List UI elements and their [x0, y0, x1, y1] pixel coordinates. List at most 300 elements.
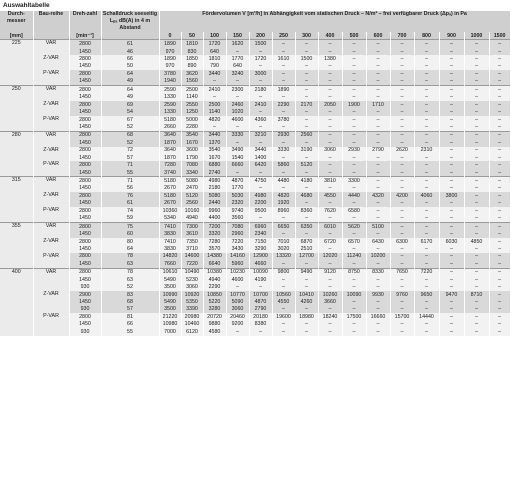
volume-cell: – [249, 123, 272, 131]
volume-cell: 2440 [203, 200, 226, 207]
volume-cell: 5030 [226, 192, 249, 199]
volume-cell: 10850 [203, 291, 226, 298]
volume-cell: – [464, 78, 489, 86]
volume-cell: 10980 [159, 321, 181, 328]
volume-cell: 1670 [203, 154, 226, 161]
diameter-cell: 315 [0, 177, 33, 185]
volume-cell: 17500 [342, 313, 366, 320]
diameter-cell [0, 283, 33, 290]
volume-cell: – [464, 253, 489, 260]
table-row [0, 108, 510, 115]
volume-cell: – [439, 306, 464, 313]
pressure-header: 250 [272, 32, 295, 40]
volume-cell: – [366, 86, 390, 94]
volume-cell: – [318, 276, 342, 283]
volume-cell: – [390, 276, 414, 283]
volume-cell: – [366, 116, 390, 123]
volume-cell: – [295, 40, 318, 48]
pressure-header: 1500 [489, 32, 510, 40]
speed-cell: 2800 [69, 131, 101, 139]
speed-cell: 930 [69, 328, 101, 335]
diameter-cell [0, 200, 33, 207]
volume-cell: – [272, 260, 295, 268]
volume-cell: 2670 [159, 185, 181, 192]
header-drehzahl-unit: [min⁻¹] [69, 32, 101, 40]
volume-cell: 5960 [226, 260, 249, 268]
volume-cell: 4980 [249, 192, 272, 199]
volume-cell: 4870 [226, 177, 249, 185]
volume-cell: 12900 [249, 253, 272, 260]
volume-cell: – [464, 268, 489, 276]
volume-cell: – [489, 298, 510, 305]
pressure-header: 700 [390, 32, 414, 40]
volume-cell: 1920 [272, 200, 295, 207]
volume-cell: 7620 [318, 207, 342, 214]
volume-cell: 2180 [203, 185, 226, 192]
table-row [0, 101, 510, 108]
diameter-cell [0, 123, 33, 131]
volume-cell: 1330 [159, 108, 181, 115]
volume-cell: 1720 [249, 55, 272, 62]
volume-cell: – [249, 139, 272, 146]
diameter-cell [0, 328, 33, 335]
sound-level-cell: 68 [101, 131, 159, 139]
table-row [0, 283, 510, 290]
table-row [0, 306, 510, 313]
volume-cell: 3740 [159, 169, 181, 177]
volume-cell: – [390, 63, 414, 70]
volume-cell: – [390, 328, 414, 335]
volume-cell: – [439, 86, 464, 94]
volume-cell: – [489, 40, 510, 48]
table-row [0, 131, 510, 139]
volume-cell: – [390, 131, 414, 139]
volume-cell: – [439, 139, 464, 146]
volume-cell: 3440 [203, 70, 226, 77]
volume-cell: – [390, 86, 414, 94]
sound-level-cell: 59 [101, 215, 159, 223]
volume-cell: – [489, 306, 510, 313]
volume-cell: 2500 [203, 101, 226, 108]
volume-cell: 2620 [390, 147, 414, 154]
series-cell: VAR [33, 131, 69, 139]
volume-cell: – [318, 48, 342, 55]
diameter-cell [0, 116, 33, 123]
volume-cell: – [249, 78, 272, 86]
volume-cell: 4750 [249, 177, 272, 185]
volume-cell: – [390, 123, 414, 131]
series-cell [33, 200, 69, 207]
volume-cell: – [203, 123, 226, 131]
volume-cell: 4060 [414, 192, 439, 199]
volume-cell: – [295, 215, 318, 223]
volume-cell: – [489, 200, 510, 207]
volume-cell: 1770 [226, 55, 249, 62]
table-row [0, 192, 510, 199]
series-cell: P-VAR [33, 313, 69, 320]
volume-cell: – [414, 161, 439, 168]
volume-cell: – [464, 283, 489, 290]
volume-cell: – [439, 108, 464, 115]
volume-cell: 21220 [159, 313, 181, 320]
table-row [0, 123, 510, 131]
diameter-cell [0, 154, 33, 161]
volume-cell: – [318, 78, 342, 86]
volume-cell: 9930 [366, 291, 390, 298]
volume-cell: 3190 [295, 147, 318, 154]
sound-level-cell: 71 [101, 177, 159, 185]
volume-cell: – [439, 78, 464, 86]
series-cell: Z-VAR [33, 55, 69, 62]
volume-cell: 2560 [181, 200, 203, 207]
volume-cell: 2500 [181, 86, 203, 94]
volume-cell: 9960 [203, 207, 226, 214]
volume-cell: – [390, 169, 414, 177]
table-row [0, 70, 510, 77]
volume-cell: – [439, 283, 464, 290]
volume-cell: – [342, 260, 366, 268]
sound-level-cell: 81 [101, 313, 159, 320]
volume-cell: – [390, 230, 414, 237]
sound-level-cell: 55 [101, 328, 159, 335]
diameter-cell [0, 313, 33, 320]
speed-cell: 2800 [69, 55, 101, 62]
volume-cell: – [366, 177, 390, 185]
sound-level-cell: 61 [101, 200, 159, 207]
volume-cell: 4320 [366, 192, 390, 199]
volume-cell: – [464, 116, 489, 123]
volume-cell: – [342, 298, 366, 305]
volume-cell: 4850 [464, 238, 489, 245]
volume-cell: 970 [159, 48, 181, 55]
series-cell: Z-VAR [33, 101, 69, 108]
volume-cell: 2930 [342, 147, 366, 154]
volume-cell: – [489, 253, 510, 260]
pressure-header: 400 [318, 32, 342, 40]
volume-cell: 2410 [203, 86, 226, 94]
diameter-cell [0, 147, 33, 154]
volume-cell: – [366, 40, 390, 48]
volume-cell: – [295, 154, 318, 161]
sound-level-cell: 66 [101, 321, 159, 328]
volume-cell: – [226, 139, 249, 146]
table-row [0, 253, 510, 260]
speed-cell: 930 [69, 283, 101, 290]
volume-cell: – [414, 40, 439, 48]
volume-cell: – [366, 230, 390, 237]
volume-cell: – [489, 321, 510, 328]
volume-cell: 2930 [272, 131, 295, 139]
volume-cell: – [318, 40, 342, 48]
diameter-cell: 225 [0, 40, 33, 48]
series-cell [33, 328, 69, 335]
diameter-cell [0, 230, 33, 237]
volume-cell: 9470 [439, 291, 464, 298]
volume-cell: 1140 [203, 108, 226, 115]
volume-cell: – [464, 169, 489, 177]
volume-cell: – [390, 94, 414, 101]
volume-cell: 1020 [226, 108, 249, 115]
volume-cell: – [439, 70, 464, 77]
table-row [0, 161, 510, 168]
volume-cell: – [366, 139, 390, 146]
volume-cell: – [439, 101, 464, 108]
volume-cell: 7220 [414, 268, 439, 276]
volume-cell: 3830 [159, 230, 181, 237]
series-cell [33, 185, 69, 192]
volume-cell: – [295, 328, 318, 335]
volume-cell: 3060 [226, 306, 249, 313]
sound-level-cell: 50 [101, 63, 159, 70]
series-cell [33, 215, 69, 223]
volume-cell: – [414, 55, 439, 62]
volume-cell: – [295, 283, 318, 290]
volume-cell: – [414, 169, 439, 177]
diameter-cell [0, 215, 33, 223]
volume-cell: – [249, 94, 272, 101]
speed-cell: 2800 [69, 313, 101, 320]
volume-cell: 4440 [342, 192, 366, 199]
volume-cell: – [318, 328, 342, 335]
volume-cell: 3640 [159, 131, 181, 139]
volume-cell: – [489, 291, 510, 298]
volume-cell: 5620 [342, 222, 366, 230]
volume-cell: – [439, 298, 464, 305]
volume-cell: – [318, 260, 342, 268]
volume-cell: 6720 [318, 238, 342, 245]
diameter-cell [0, 94, 33, 101]
volume-cell: – [366, 48, 390, 55]
volume-cell: – [464, 86, 489, 94]
volume-cell: – [464, 245, 489, 252]
volume-cell: – [464, 70, 489, 77]
sound-level-cell: 52 [101, 139, 159, 146]
header-blank [33, 32, 69, 40]
volume-cell: 1370 [203, 139, 226, 146]
volume-cell: 1610 [272, 55, 295, 62]
volume-cell: – [366, 321, 390, 328]
volume-cell: – [464, 94, 489, 101]
volume-cell: 4480 [272, 177, 295, 185]
volume-cell: – [489, 94, 510, 101]
series-cell: VAR [33, 268, 69, 276]
volume-cell: – [489, 177, 510, 185]
volume-cell: 9800 [272, 268, 295, 276]
table-row [0, 200, 510, 207]
speed-cell: 2800 [69, 101, 101, 108]
volume-cell: 10410 [295, 291, 318, 298]
volume-cell: – [342, 40, 366, 48]
volume-cell: – [342, 86, 366, 94]
volume-cell: 4870 [249, 298, 272, 305]
volume-cell: – [318, 108, 342, 115]
volume-cell: 8330 [366, 268, 390, 276]
series-cell [33, 260, 69, 268]
volume-cell: 10360 [159, 207, 181, 214]
volume-cell: 4940 [181, 215, 203, 223]
pressure-header: 200 [249, 32, 272, 40]
series-cell: Z-VAR [33, 192, 69, 199]
volume-cell: – [414, 200, 439, 207]
volume-cell: – [464, 40, 489, 48]
volume-cell: 8710 [464, 291, 489, 298]
volume-cell: – [464, 321, 489, 328]
volume-cell: – [414, 207, 439, 214]
sound-level-cell: 78 [101, 268, 159, 276]
volume-cell: – [439, 169, 464, 177]
volume-cell: 6960 [249, 222, 272, 230]
volume-cell: – [390, 260, 414, 268]
volume-cell: 3000 [249, 70, 272, 77]
volume-cell: – [366, 154, 390, 161]
diameter-cell [0, 101, 33, 108]
volume-cell: – [295, 116, 318, 123]
volume-cell: – [366, 94, 390, 101]
series-cell [33, 123, 69, 131]
volume-cell: 2790 [249, 306, 272, 313]
volume-cell: 2170 [295, 101, 318, 108]
volume-cell: – [366, 200, 390, 207]
volume-cell: – [295, 94, 318, 101]
volume-cell: – [249, 48, 272, 55]
volume-cell: – [203, 94, 226, 101]
series-cell: Z-VAR [33, 147, 69, 154]
header-schalldruck: Schalldruck seeseitig Lₚₐ dB(A) in 4 m Abstand [102, 11, 158, 31]
volume-cell: 7220 [181, 260, 203, 268]
volume-cell: 10230 [226, 268, 249, 276]
speed-cell: 1450 [69, 78, 101, 86]
sound-level-cell: 63 [101, 276, 159, 283]
speed-cell: 2800 [69, 268, 101, 276]
series-cell: P-VAR [33, 207, 69, 214]
volume-cell: 4680 [295, 192, 318, 199]
volume-cell: – [272, 123, 295, 131]
volume-cell: 13320 [272, 253, 295, 260]
volume-cell: 20180 [249, 313, 272, 320]
volume-cell: – [439, 147, 464, 154]
volume-cell: – [464, 161, 489, 168]
series-cell [33, 245, 69, 252]
volume-cell: – [464, 63, 489, 70]
sound-level-cell: 64 [101, 86, 159, 94]
volume-cell: 4600 [226, 276, 249, 283]
volume-cell: – [414, 321, 439, 328]
diameter-cell [0, 78, 33, 86]
volume-cell: – [366, 306, 390, 313]
volume-cell: 2290 [272, 101, 295, 108]
volume-cell: – [489, 48, 510, 55]
volume-cell: 3660 [318, 298, 342, 305]
volume-cell: 1330 [159, 94, 181, 101]
volume-cell: – [249, 185, 272, 192]
series-cell: Z-VAR [33, 238, 69, 245]
volume-cell: – [318, 154, 342, 161]
volume-cell: – [390, 40, 414, 48]
volume-cell: – [439, 55, 464, 62]
volume-cell: 1380 [318, 55, 342, 62]
volume-cell: 4190 [249, 276, 272, 283]
volume-cell: – [318, 139, 342, 146]
volume-cell: – [318, 283, 342, 290]
volume-cell: – [249, 283, 272, 290]
volume-cell: 8960 [272, 207, 295, 214]
volume-cell: – [342, 276, 366, 283]
header-blank [101, 32, 159, 40]
speed-cell: 2800 [69, 70, 101, 77]
series-cell [33, 94, 69, 101]
volume-cell: 1710 [366, 101, 390, 108]
volume-cell: – [414, 298, 439, 305]
speed-cell: 2800 [69, 40, 101, 48]
volume-cell: – [342, 123, 366, 131]
volume-cell: – [272, 328, 295, 335]
volume-cell: – [226, 94, 249, 101]
volume-cell: – [249, 63, 272, 70]
volume-cell: 2590 [159, 86, 181, 94]
volume-cell: – [249, 215, 272, 223]
volume-cell: 2180 [249, 86, 272, 94]
volume-cell: 10770 [226, 291, 249, 298]
volume-cell: 3300 [342, 177, 366, 185]
volume-cell: 10380 [203, 268, 226, 276]
volume-cell: – [366, 169, 390, 177]
volume-cell: – [272, 306, 295, 313]
volume-cell: 640 [203, 48, 226, 55]
diameter-cell [0, 298, 33, 305]
sound-level-cell: 69 [101, 101, 159, 108]
volume-cell: – [390, 207, 414, 214]
volume-cell: – [318, 131, 342, 139]
volume-cell: – [342, 230, 366, 237]
diameter-cell: 355 [0, 222, 33, 230]
volume-cell: 4550 [318, 192, 342, 199]
volume-cell: – [439, 48, 464, 55]
speed-cell: 1450 [69, 139, 101, 146]
volume-cell: – [489, 313, 510, 320]
volume-cell: – [390, 78, 414, 86]
volume-cell: – [464, 108, 489, 115]
series-cell [33, 276, 69, 283]
diameter-cell [0, 70, 33, 77]
volume-cell: 1540 [226, 154, 249, 161]
table-row [0, 185, 510, 192]
volume-cell: – [390, 185, 414, 192]
volume-cell: – [390, 55, 414, 62]
volume-cell: – [464, 139, 489, 146]
volume-cell: 1890 [159, 55, 181, 62]
volume-cell: 3440 [203, 131, 226, 139]
volume-cell: – [272, 321, 295, 328]
volume-cell: – [439, 161, 464, 168]
speed-cell: 1450 [69, 298, 101, 305]
speed-cell: 1450 [69, 169, 101, 177]
volume-cell: – [342, 63, 366, 70]
volume-cell: 7410 [159, 222, 181, 230]
volume-cell: 2200 [249, 200, 272, 207]
volume-cell: 5080 [181, 177, 203, 185]
volume-cell: – [414, 139, 439, 146]
volume-cell: – [464, 276, 489, 283]
volume-cell: 3810 [318, 177, 342, 185]
header-foerdervolumen: Fördervolumen V [m³/h] in Abhängigkeit vom statischen Druck – N/m² – frei verfügbarer Druck (Δpₛ) in Pa [159, 11, 510, 32]
volume-cell: 5490 [159, 298, 181, 305]
volume-cell: – [318, 321, 342, 328]
volume-cell: 7010 [272, 238, 295, 245]
volume-cell: – [439, 215, 464, 223]
volume-cell: 1560 [181, 78, 203, 86]
sound-level-cell: 54 [101, 108, 159, 115]
sound-level-cell: 64 [101, 70, 159, 77]
